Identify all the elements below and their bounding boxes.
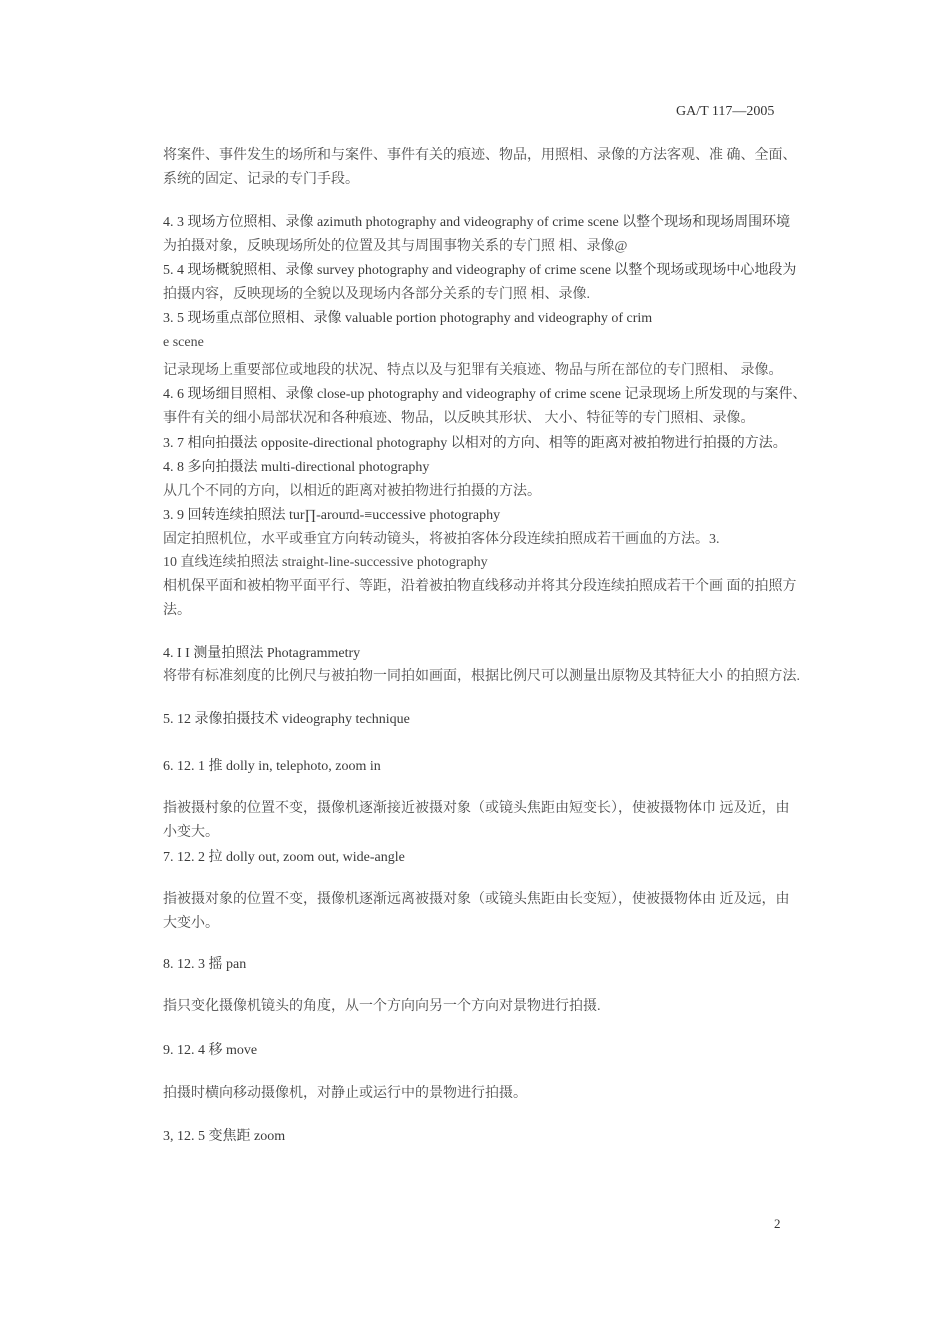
section-3-3-body: 为拍摄对象，反映现场所处的位置及其与周围事物关系的专门照 相、录像@ xyxy=(163,239,628,254)
section-3-6-body: 事件有关的细小局部状况和各种痕迹、物品，以反映其形状、 大小、特征等的专门照相、录像。 xyxy=(163,411,755,426)
section-3-10-heading: 10 直线连续拍照法 straight-line-successive photography xyxy=(163,555,488,570)
section-12-1-body-1: 指被摄村象的位置不变，摄像机逐渐接近被摄对象（或镜头焦距由短变长），使被摄物体巾 远及近，由 xyxy=(163,801,790,816)
section-3-5-heading: 3. 5 现场重点部位照相、录像 valuable portion photography and videography of crim xyxy=(163,311,653,326)
page-number: 2 xyxy=(774,1216,781,1231)
section-3-5-heading-cont: e scene xyxy=(163,335,204,350)
intro-line-2: 系统的固定、记录的专门手段。 xyxy=(163,172,359,187)
section-3-12-heading: 5. 12 录像拍摄技术 videography technique xyxy=(163,712,410,727)
section-3-9-body: 固定拍照机位，水平或垂宜方向转动镜头，将被拍客体分段连续拍照成若干画血的方法。3. xyxy=(163,532,720,547)
standard-code-header: GA/T 117—2005 xyxy=(676,104,775,119)
section-3-8-heading: 4. 8 多向拍摄法 multi-directional photography xyxy=(163,460,430,475)
section-3-3-heading: 4. 3 现场方位照相、录像 azimuth photography and videography of crime scene 以整个现场和现场周围环境 xyxy=(163,215,791,230)
section-12-3-body: 指只变化摄像机镜头的角度，从一个方向向另一个方向对景物进行拍摄. xyxy=(163,999,601,1014)
section-3-6-heading: 4. 6 现场细目照相、录像 close-up photography and videography of crime scene 记录现场上所发现的与案件、 xyxy=(163,387,807,402)
section-12-3-heading: 8. 12. 3 摇 pan xyxy=(163,957,247,972)
section-3-8-body: 从几个不同的方向，以相近的距离对被拍物进行拍摄的方法。 xyxy=(163,484,541,499)
section-12-2-body-1: 指被摄对象的位置不变，摄像机逐渐远离被摄对象（或镜头焦距由长变短），使被摄物体由 近及远，由 xyxy=(163,892,790,907)
section-3-9-heading: 3. 9 回转连续拍照法 tur∏-arouπd-≡uccessive photography xyxy=(163,508,501,523)
section-3-4-heading: 5. 4 现场概貌照相、录像 survey photography and videography of crime scene 以整个现场或现场中心地段为 xyxy=(163,263,797,278)
section-3-7-heading: 3. 7 相向拍摄法 opposite-directional photography 以相对的方向、相等的距离对被拍物进行拍摄的方法。 xyxy=(163,436,787,451)
section-12-4-body: 拍摄时横向移动摄像机，对静止或运行中的景物进行拍摄。 xyxy=(163,1086,527,1101)
section-3-5-body: 记录现场上重要部位或地段的状况、特点以及与犯罪有关痕迹、物品与所在部位的专门照相、 录像。 xyxy=(163,363,783,378)
section-12-2-heading: 7. 12. 2 拉 dolly out, zoom out, wide-angle xyxy=(163,850,405,865)
section-12-1-body-2: 小变大。 xyxy=(163,825,219,840)
intro-line-1: 将案件、事件发生的场所和与案件、事件有关的痕迹、物品，用照相、录像的方法客观、准 确、全面、 xyxy=(163,148,797,163)
section-3-4-body: 拍摄内容，反映现场的全貌以及现场内各部分关系的专门照 相、录像. xyxy=(163,287,590,302)
section-3-10-body-2: 法。 xyxy=(163,603,191,618)
section-12-2-body-2: 大变小。 xyxy=(163,916,219,931)
section-12-5-heading: 3, 12. 5 变焦距 zoom xyxy=(163,1129,286,1144)
section-3-11-body: 将带有标准刻度的比例尺与被拍物一同拍如画面，根据比例尺可以测量出原物及其特征大小 的拍照方法. xyxy=(163,669,800,684)
section-12-1-heading: 6. 12. 1 推 dolly in, telephoto, zoom in xyxy=(163,759,381,774)
section-12-4-heading: 9. 12. 4 移 move xyxy=(163,1043,258,1058)
section-3-11-heading: 4. I I 测量拍照法 Photagrammetry xyxy=(163,646,361,661)
section-3-10-body-1: 相机保平面和被柏物平面平行、等距，沿着被拍物直线移动并将其分段连续拍照成若干个画 面的拍照方 xyxy=(163,579,797,594)
